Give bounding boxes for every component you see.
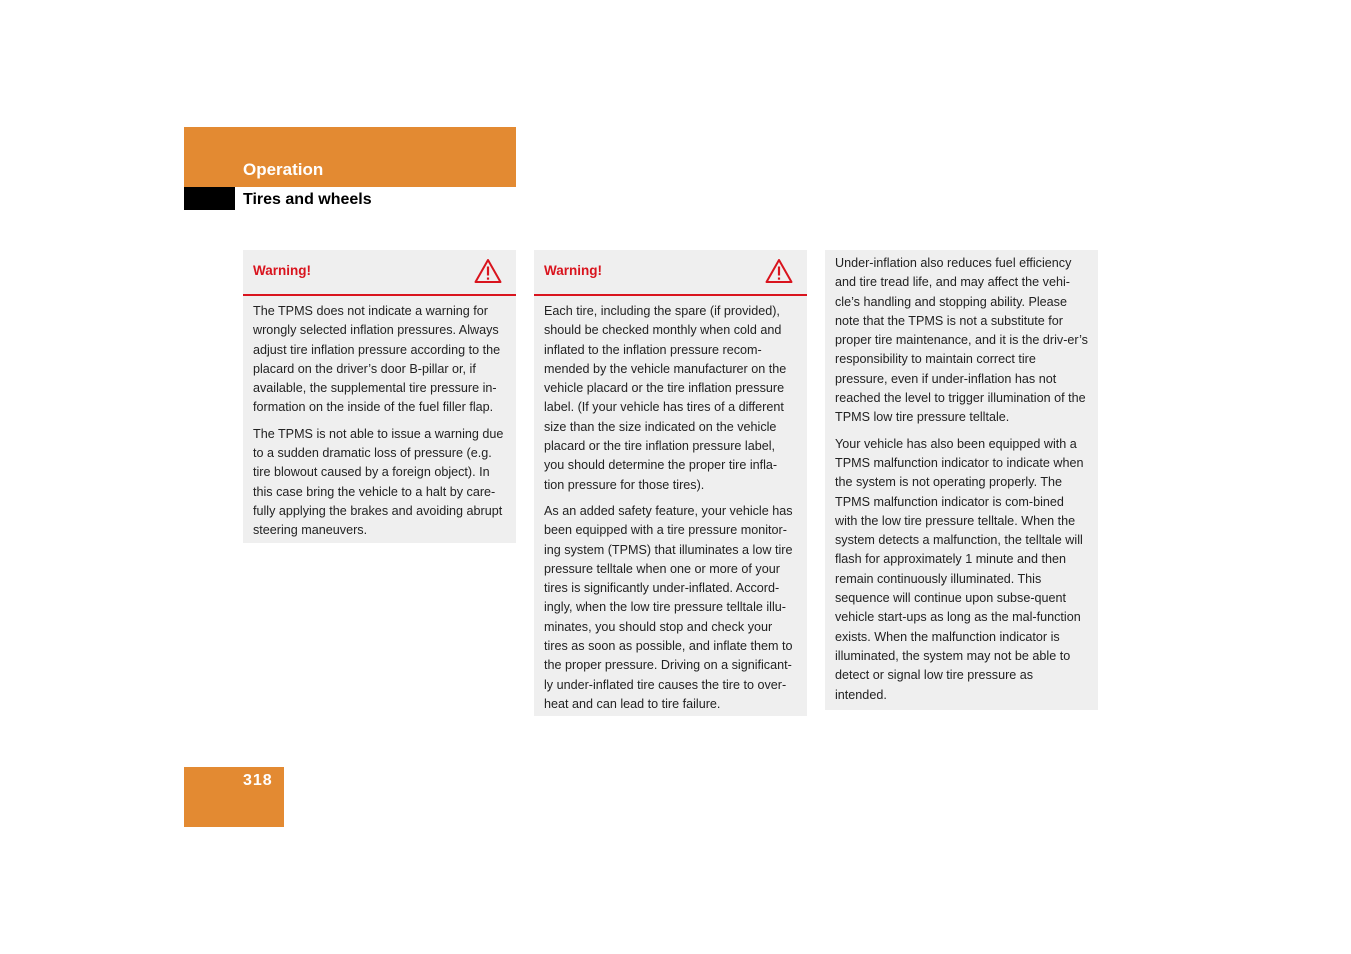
warning-triangle-icon bbox=[474, 258, 502, 284]
warning-label: Warning! bbox=[253, 263, 311, 278]
page-number: 318 bbox=[243, 772, 273, 789]
header-marker bbox=[184, 187, 235, 210]
warning-header bbox=[534, 250, 807, 296]
paragraph: Under-inflation also reduces fuel efficiency and tire tread life, and may affect the vehi-cle’s handling and stopping ability. Please note that the TPMS is not a substitute for proper tire maintenance, and it is the driv-er’s responsibility to maintain correct tire pressure, even if under-inflation has not reached the level to trigger illumination of the TPMS low tire pressure telltale. bbox=[835, 256, 1088, 425]
warning-label: Warning! bbox=[544, 263, 602, 278]
paragraph: The TPMS is not able to issue a warning due to a sudden dramatic loss of pressure (e.g. tire blowout caused by a foreign object). In this case bring the vehicle to a halt by care-fully applying the brakes and avoiding abrupt steering maneuvers. bbox=[253, 426, 504, 538]
warning-box-1 bbox=[243, 250, 516, 543]
paragraph: Each tire, including the spare (if provided), should be checked monthly when cold and inflated to the inflation pressure recom-mended by the vehicle manufacturer on the vehicle placard or the tire inflation pressure label. (If your vehicle has tires of a different size than the size indicated on the vehicle placard or the tire inflation pressure label, you should determine the proper tire infla-tion pressure for those tires). bbox=[544, 304, 787, 492]
header-banner bbox=[184, 127, 516, 187]
info-box bbox=[825, 250, 1098, 710]
warning-box-2 bbox=[534, 250, 807, 716]
section-title: Operation bbox=[243, 160, 324, 179]
warning-triangle-icon bbox=[765, 258, 793, 284]
paragraph: The TPMS does not indicate a warning for wrongly selected inflation pressures. Always adjust tire inflation pressure according to the placard on the driver’s door B-pillar or, if available, the supplemental tire pressure in-formation on the inside of the fuel filler flap. bbox=[253, 304, 501, 415]
warning-header bbox=[243, 250, 516, 296]
paragraph: As an added safety feature, your vehicle has been equipped with a tire pressure monitor-ing system (TPMS) that illuminates a low tire pressure telltale when one or more of your tires is significantly under-inflated. Accord-ingly, when the low tire pressure telltale illu-minates, you should stop and check your tires as soon as possible, and inflate them to the proper pressure. Driving on a significant-ly under-inflated tire causes the tire to over-heat and can lead to tire failure. bbox=[544, 503, 793, 711]
page-title: Tires and wheels bbox=[243, 191, 372, 208]
paragraph: Your vehicle has also been equipped with a TPMS malfunction indicator to indicate when the system is not operating properly. The TPMS malfunction indicator is com-bined with the low tire pressure telltale. When the system detects a malfunction, the telltale will flash for approximately 1 minute and then remain continuously illuminated. This sequence will continue upon subse-quent vehicle start-ups as long as the mal-function exists. When the malfunction indicator is illuminated, the system may not be able to detect or signal low tire pressure as intended. bbox=[835, 436, 1084, 702]
